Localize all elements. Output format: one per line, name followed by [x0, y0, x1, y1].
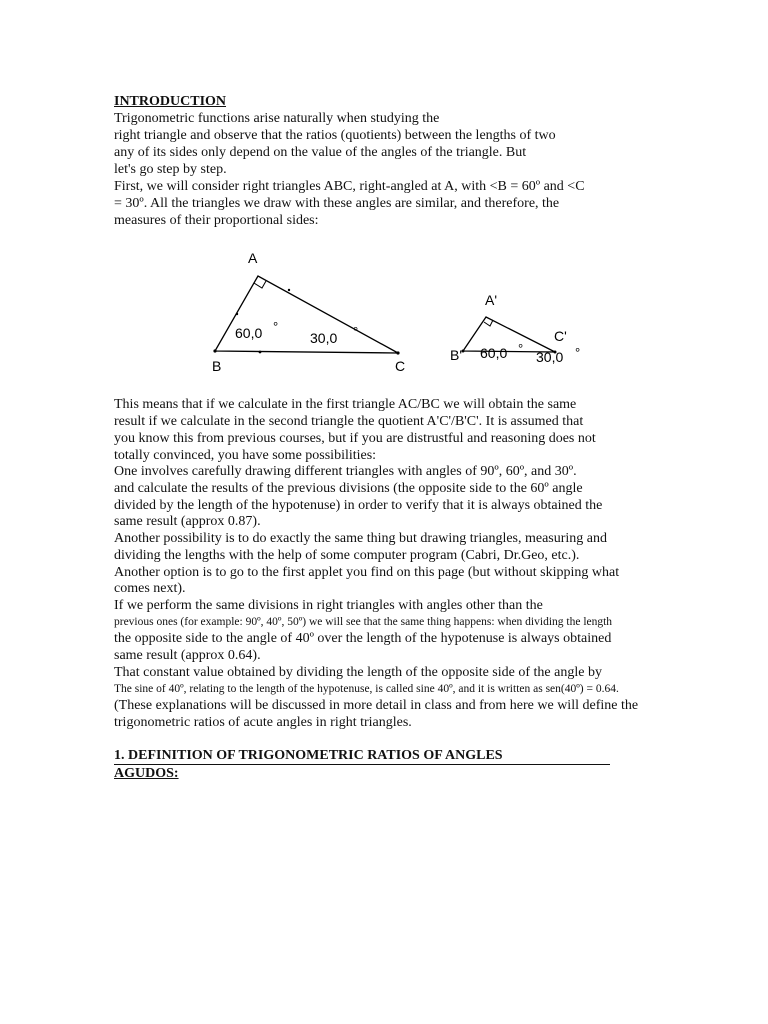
intro-line: any of its sides only depend on the value of the angles of the triangle. But: [114, 145, 527, 160]
triangle-abc: [212, 250, 405, 374]
body-line: result if we calculate in the second triangle the quotient A'C'/B'C'. It is assumed that: [114, 414, 584, 429]
body-line-small: previous ones (for example: 90º, 40º, 50º) we will see that the same thing happens: when dividing the length: [114, 616, 613, 628]
degree-mark: °: [273, 319, 279, 334]
body-line: (These explanations will be discussed in more detail in class and from here we will define the: [114, 698, 639, 713]
body-line: the opposite side to the angle of 40º over the length of the hypotenuse is always obtained: [114, 631, 612, 646]
body-line: and calculate the results of the previous divisions (the opposite side to the 60º angle: [114, 481, 583, 496]
body-line: totally convinced, you have some possibilities:: [114, 448, 377, 463]
intro-line: First, we will consider right triangles ABC, right-angled at A, with <B = 60º and <C: [114, 179, 585, 194]
body-line: comes next).: [114, 581, 186, 596]
body-line: trigonometric ratios of acute angles in right triangles.: [114, 715, 412, 730]
body-line: This means that if we calculate in the first triangle AC/BC we will obtain the same: [114, 397, 577, 412]
intro-line: let's go step by step.: [114, 162, 227, 177]
body-line: If we perform the same divisions in right triangles with angles other than the: [114, 598, 543, 613]
body-line: Another option is to go to the first applet you find on this page (but without skipping what: [114, 565, 620, 580]
vertex-label-c-prime: C': [554, 328, 567, 344]
angle-label-c-prime: 30,0: [536, 349, 564, 365]
angle-label-b: 60,0: [235, 325, 263, 341]
vertex-label-b: B: [212, 358, 222, 374]
body-line: same result (approx 0.64).: [114, 648, 261, 663]
intro-line: = 30º. All the triangles we draw with these angles are similar, and therefore, the: [114, 196, 560, 211]
vertex-label-a-prime: A': [485, 292, 498, 308]
angle-label-b-prime: 60,0: [480, 345, 508, 361]
section-title-continued: AGUDOS:: [114, 766, 179, 781]
body-line: One involves carefully drawing different triangles with angles of 90º, 60º, and 30º.: [114, 464, 577, 479]
body-line: That constant value obtained by dividing the length of the opposite side of the angle by: [114, 665, 602, 680]
degree-mark: °: [518, 341, 524, 356]
intro-line: Trigonometric functions arise naturally when studying the: [114, 111, 440, 126]
angle-label-c: 30,0: [310, 330, 338, 346]
intro-line: measures of their proportional sides:: [114, 213, 319, 228]
triangle-abc-prime: [450, 292, 580, 365]
body-line: Another possibility is to do exactly the same thing but drawing triangles, measuring and: [114, 531, 608, 546]
body-line: you know this from previous courses, but if you are distrustful and reasoning does not: [114, 431, 596, 446]
section-title: 1. DEFINITION OF TRIGONOMETRIC RATIOS OF ANGLES: [114, 748, 610, 765]
body-line: divided by the length of the hypotenuse) in order to verify that it is always obtained the: [114, 498, 603, 513]
degree-mark: °: [353, 324, 359, 339]
vertex-label-c: C: [395, 358, 406, 374]
intro-line: right triangle and observe that the ratios (quotients) between the lengths of two: [114, 128, 556, 143]
vertex-label-b-prime: B': [450, 347, 463, 363]
body-line: dividing the lengths with the help of some computer program (Cabri, Dr.Geo, etc.).: [114, 548, 580, 563]
vertex-label-a: A: [248, 250, 258, 266]
body-line: same result (approx 0.87).: [114, 514, 261, 529]
degree-mark: °: [575, 345, 581, 360]
body-line-small: The sine of 40º, relating to the length of the hypotenuse, is called sine 40º, and it is written as sen(40º) = 0.64.: [114, 683, 619, 695]
intro-heading: INTRODUCTION: [114, 94, 227, 109]
